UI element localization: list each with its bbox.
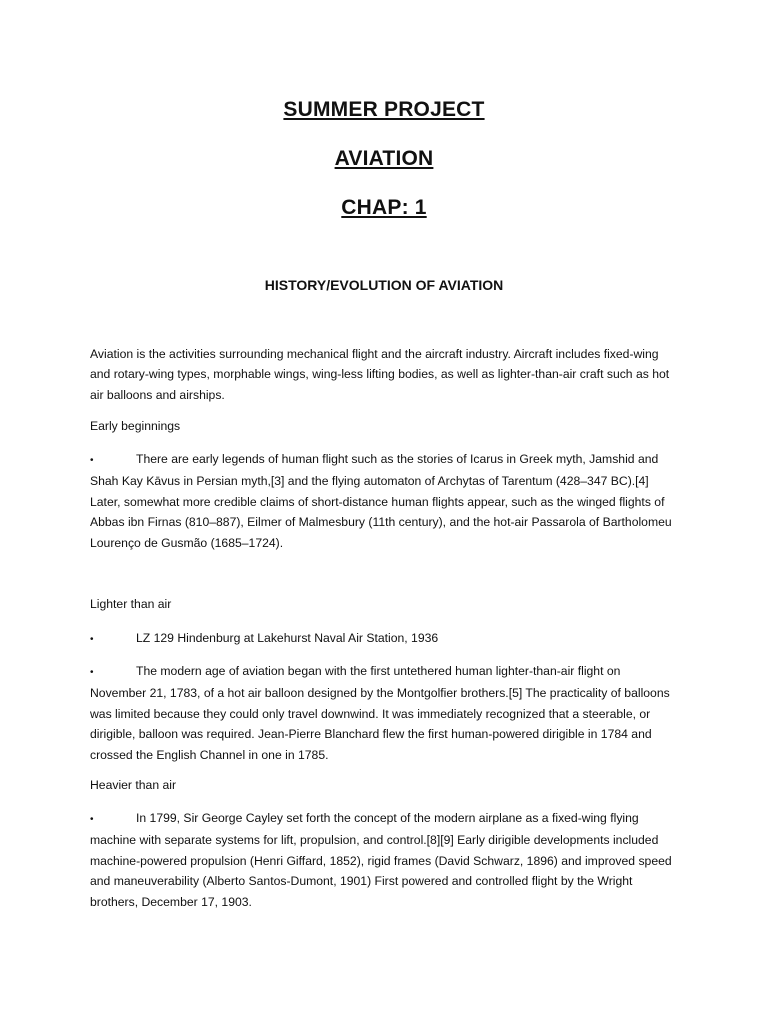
intro-paragraph: Aviation is the activities surrounding mechanical flight and the aircraft industry. Aircraft includes fixed-wing and rotary-wing types, morphable wings, wing-less lifting bodies, as well as lighter-than-air craft such as hot air balloons and airships. [90, 347, 670, 402]
title-chapter: CHAP: 1 [341, 196, 427, 219]
bullet-icon: • [90, 814, 94, 825]
chapter-subtitle: HISTORY/EVOLUTION OF AVIATION [264, 277, 504, 293]
bullet-modern-age [90, 661, 675, 765]
bullet-icon: • [90, 455, 94, 466]
title-summer-project: SUMMER PROJECT [283, 98, 485, 121]
bullet-text: The modern age of aviation began with the first untethered human lighter-than-air flight on November 21, 1783, of a hot air balloon designed by the Montgolfier brothers.[5] The practicality of balloons was limited because they could only travel downwind. It was immediately recognized that a steerable, or dirigible, balloon was required. Jean-Pierre Blanchard flew the first human-powered dirigible in 1784 and crossed the English Channel in one in 1785. [90, 664, 670, 762]
bullet-icon: • [90, 634, 94, 645]
section-label-lighter-than-air: Lighter than air [90, 597, 172, 611]
section-label-early-beginnings: Early beginnings [90, 419, 181, 433]
bullet-cayley [90, 808, 675, 912]
bullet-text: LZ 129 Hindenburg at Lakehurst Naval Air Station, 1936 [136, 631, 439, 645]
bullet-hindenburg [90, 628, 675, 650]
section-label-heavier-than-air: Heavier than air [90, 778, 177, 792]
bullet-text: In 1799, Sir George Cayley set forth the concept of the modern airplane as a fixed-wing flying machine with separate systems for lift, propulsion, and control.[8][9] Early dirigible developments included machine-powered propulsion (Henri Giffard, 1852), rigid frames (David Schwarz, 1896) and improved speed and maneuverability (Alberto Santos-Dumont, 1901) First powered and controlled flight by the Wright brothers, December 17, 1903. [90, 811, 672, 909]
bullet-early-legends [90, 449, 675, 553]
bullet-icon: • [90, 667, 94, 678]
bullet-text: There are early legends of human flight such as the stories of Icarus in Greek myth, Jamshid and Shah Kay Kāvus in Persian myth,[3] and the flying automaton of Archytas of Tarentum (428–347 BC).[4] Later, somewhat more credible claims of short-distance human flights appear, such as the winged flights of Abbas ibn Firnas (810–887), Eilmer of Malmesbury (11th century), and the hot-air Passarola of Bartholomeu Lourenço de Gusmão (1685–1724). [90, 452, 672, 550]
title-aviation: AVIATION [334, 147, 434, 170]
